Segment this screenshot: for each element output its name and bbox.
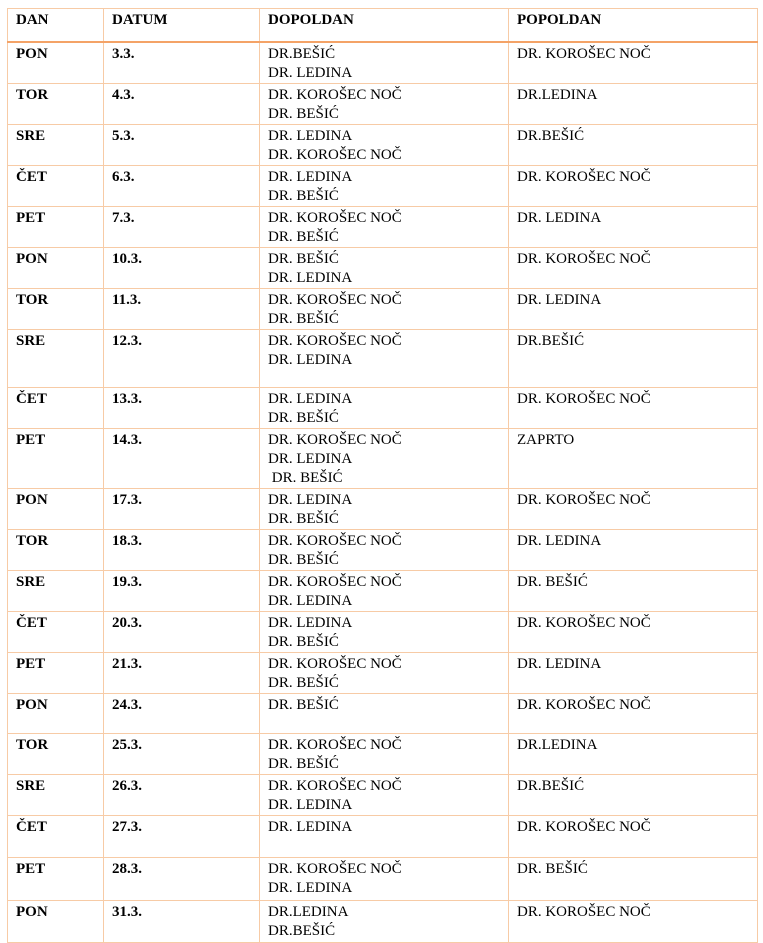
cell-datum: 26.3. — [104, 775, 260, 816]
cell-dopoldan — [260, 289, 509, 330]
cell-popoldan — [509, 653, 758, 694]
doctor-name: DR. KOROŠEC NOČ — [517, 697, 651, 713]
header-row — [8, 9, 758, 43]
cell-dopoldan — [260, 858, 509, 901]
doctor-name: DR. LEDINA — [268, 65, 353, 81]
doctor-name: DR.LEDINA — [517, 737, 598, 753]
table-row — [8, 653, 758, 694]
doctor-name: DR. LEDINA — [268, 615, 353, 631]
header-dan: DAN — [8, 9, 104, 43]
doctor-name: DR. LEDINA — [268, 492, 353, 508]
doctor-name: DR.LEDINA — [517, 87, 598, 103]
cell-popoldan — [509, 571, 758, 612]
cell-dan: PON — [8, 489, 104, 530]
cell-dopoldan — [260, 775, 509, 816]
cell-dopoldan — [260, 816, 509, 858]
doctor-name: DR. KOROŠEC NOČ — [517, 46, 651, 62]
doctor-name: DR. LEDINA — [268, 128, 353, 144]
cell-dopoldan — [260, 530, 509, 571]
doctor-name: DR. LEDINA — [517, 533, 602, 549]
table-row — [8, 289, 758, 330]
header-datum: DATUM — [104, 9, 260, 43]
doctor-name: DR. KOROŠEC NOČ — [268, 778, 402, 794]
cell-dopoldan — [260, 248, 509, 289]
cell-dopoldan — [260, 84, 509, 125]
cell-dan: TOR — [8, 734, 104, 775]
cell-dan: TOR — [8, 84, 104, 125]
table-row — [8, 694, 758, 734]
doctor-name: DR. BEŠIĆ — [268, 552, 339, 568]
cell-datum: 11.3. — [104, 289, 260, 330]
doctor-name: DR. KOROŠEC NOČ — [517, 615, 651, 631]
doctor-name: DR. BEŠIĆ — [268, 697, 339, 713]
doctor-name: DR. LEDINA — [517, 292, 602, 308]
cell-popoldan — [509, 530, 758, 571]
table-row — [8, 429, 758, 489]
cell-datum: 18.3. — [104, 530, 260, 571]
cell-dopoldan — [260, 166, 509, 207]
cell-datum: 12.3. — [104, 330, 260, 388]
doctor-name: DR. KOROŠEC NOČ — [517, 819, 651, 835]
cell-popoldan — [509, 125, 758, 166]
table-row — [8, 530, 758, 571]
doctor-name: DR. KOROŠEC NOČ — [268, 861, 402, 877]
table-row — [8, 166, 758, 207]
cell-popoldan — [509, 207, 758, 248]
cell-popoldan — [509, 775, 758, 816]
cell-popoldan — [509, 42, 758, 84]
cell-popoldan — [509, 858, 758, 901]
doctor-name: DR. KOROŠEC NOČ — [517, 251, 651, 267]
cell-datum: 13.3. — [104, 388, 260, 429]
cell-popoldan — [509, 429, 758, 489]
cell-dopoldan — [260, 207, 509, 248]
doctor-name: DR. LEDINA — [268, 797, 353, 813]
cell-dan: PON — [8, 248, 104, 289]
doctor-name: DR. LEDINA — [268, 819, 353, 835]
cell-dan: ČET — [8, 816, 104, 858]
cell-popoldan — [509, 901, 758, 943]
doctor-name: DR.BEŠIĆ — [517, 333, 585, 349]
table-row — [8, 125, 758, 166]
cell-popoldan — [509, 388, 758, 429]
cell-datum: 24.3. — [104, 694, 260, 734]
cell-datum: 5.3. — [104, 125, 260, 166]
doctor-name: DR. BEŠIĆ — [268, 229, 339, 245]
cell-popoldan — [509, 489, 758, 530]
doctor-name: DR. BEŠIĆ — [268, 410, 339, 426]
table-row — [8, 84, 758, 125]
table-row — [8, 330, 758, 388]
doctor-name: DR. LEDINA — [268, 270, 353, 286]
cell-dan: PET — [8, 653, 104, 694]
cell-dopoldan — [260, 388, 509, 429]
doctor-name: DR.LEDINA — [268, 904, 349, 920]
cell-dan: SRE — [8, 571, 104, 612]
table-row — [8, 816, 758, 858]
doctor-name: DR. KOROŠEC NOČ — [517, 391, 651, 407]
table-row — [8, 42, 758, 84]
table-header — [8, 9, 758, 43]
doctor-name: DR. LEDINA — [268, 169, 353, 185]
table-body — [8, 42, 758, 943]
doctor-name: DR. LEDINA — [268, 880, 353, 896]
doctor-name: DR. KOROŠEC NOČ — [268, 292, 402, 308]
table-row — [8, 858, 758, 901]
cell-popoldan — [509, 734, 758, 775]
table-row — [8, 612, 758, 653]
doctor-name: DR. KOROŠEC NOČ — [268, 574, 402, 590]
cell-dan: TOR — [8, 530, 104, 571]
doctor-name: DR. KOROŠEC NOČ — [268, 432, 402, 448]
cell-datum: 27.3. — [104, 816, 260, 858]
cell-dan: PON — [8, 901, 104, 943]
doctor-name: DR. LEDINA — [517, 656, 602, 672]
cell-dan: PET — [8, 207, 104, 248]
doctor-name: DR. LEDINA — [268, 451, 353, 467]
cell-popoldan — [509, 166, 758, 207]
cell-datum: 20.3. — [104, 612, 260, 653]
header-dopoldan: DOPOLDAN — [260, 9, 509, 43]
doctor-name: DR. KOROŠEC NOČ — [268, 87, 402, 103]
cell-datum: 6.3. — [104, 166, 260, 207]
cell-datum: 31.3. — [104, 901, 260, 943]
cell-dan: PET — [8, 858, 104, 901]
doctor-name: DR. LEDINA — [268, 352, 353, 368]
cell-dan: ČET — [8, 388, 104, 429]
cell-dan: SRE — [8, 125, 104, 166]
cell-dan: PON — [8, 694, 104, 734]
doctor-name: DR. BEŠIĆ — [268, 675, 339, 691]
doctor-name: DR. KOROŠEC NOČ — [517, 169, 651, 185]
cell-dan: SRE — [8, 775, 104, 816]
doctor-name: DR. BEŠIĆ — [268, 511, 339, 527]
table-row — [8, 901, 758, 943]
doctor-name: DR.BEŠIĆ — [517, 778, 585, 794]
header-popoldan: POPOLDAN — [509, 9, 758, 43]
table-row — [8, 388, 758, 429]
doctor-name: DR.BEŠIĆ — [268, 923, 336, 939]
cell-dopoldan — [260, 734, 509, 775]
doctor-name: DR. BEŠIĆ — [268, 311, 339, 327]
doctor-name: DR. BEŠIĆ — [268, 188, 339, 204]
table-row — [8, 207, 758, 248]
doctor-name: DR. BEŠIĆ — [268, 251, 339, 267]
doctor-name: DR. KOROŠEC NOČ — [268, 210, 402, 226]
doctor-name: DR. BEŠIĆ — [268, 106, 339, 122]
doctor-name: DR. LEDINA — [268, 593, 353, 609]
doctor-name: DR. BEŠIĆ — [268, 756, 339, 772]
doctor-name: DR.BEŠIĆ — [268, 46, 336, 62]
doctor-name: DR. BEŠIĆ — [517, 861, 588, 877]
cell-dan: TOR — [8, 289, 104, 330]
cell-dan: ČET — [8, 612, 104, 653]
cell-popoldan — [509, 248, 758, 289]
cell-dan: SRE — [8, 330, 104, 388]
table-row — [8, 248, 758, 289]
cell-datum: 14.3. — [104, 429, 260, 489]
doctor-name: DR. BEŠIĆ — [268, 634, 339, 650]
cell-datum: 21.3. — [104, 653, 260, 694]
cell-dopoldan — [260, 901, 509, 943]
cell-datum: 10.3. — [104, 248, 260, 289]
cell-dopoldan — [260, 612, 509, 653]
cell-dan: PET — [8, 429, 104, 489]
cell-popoldan — [509, 289, 758, 330]
table-row — [8, 571, 758, 612]
cell-popoldan — [509, 612, 758, 653]
doctor-name: DR. BEŠIĆ — [268, 470, 343, 486]
doctor-name: DR. KOROŠEC NOČ — [268, 147, 402, 163]
doctor-name: DR.BEŠIĆ — [517, 128, 585, 144]
cell-dopoldan — [260, 571, 509, 612]
schedule-table — [7, 8, 758, 943]
doctor-name: DR. KOROŠEC NOČ — [517, 904, 651, 920]
cell-datum: 4.3. — [104, 84, 260, 125]
doctor-name: DR. KOROŠEC NOČ — [268, 737, 402, 753]
cell-datum: 7.3. — [104, 207, 260, 248]
cell-popoldan — [509, 84, 758, 125]
doctor-name: DR. KOROŠEC NOČ — [517, 492, 651, 508]
cell-dopoldan — [260, 489, 509, 530]
table-row — [8, 489, 758, 530]
cell-datum: 28.3. — [104, 858, 260, 901]
cell-dan: ČET — [8, 166, 104, 207]
cell-dopoldan — [260, 429, 509, 489]
doctor-name: DR. LEDINA — [517, 210, 602, 226]
cell-datum: 3.3. — [104, 42, 260, 84]
cell-dopoldan — [260, 125, 509, 166]
cell-dopoldan — [260, 330, 509, 388]
table-row — [8, 775, 758, 816]
cell-dopoldan — [260, 694, 509, 734]
doctor-name: DR. KOROŠEC NOČ — [268, 656, 402, 672]
doctor-name: ZAPRTO — [517, 432, 575, 448]
doctor-name: DR. LEDINA — [268, 391, 353, 407]
cell-datum: 25.3. — [104, 734, 260, 775]
doctor-name: DR. KOROŠEC NOČ — [268, 333, 402, 349]
doctor-name: DR. KOROŠEC NOČ — [268, 533, 402, 549]
table-row — [8, 734, 758, 775]
cell-popoldan — [509, 816, 758, 858]
cell-dan: PON — [8, 42, 104, 84]
cell-popoldan — [509, 330, 758, 388]
cell-datum: 17.3. — [104, 489, 260, 530]
cell-popoldan — [509, 694, 758, 734]
cell-dopoldan — [260, 653, 509, 694]
doctor-name: DR. BEŠIĆ — [517, 574, 588, 590]
cell-datum: 19.3. — [104, 571, 260, 612]
cell-dopoldan — [260, 42, 509, 84]
